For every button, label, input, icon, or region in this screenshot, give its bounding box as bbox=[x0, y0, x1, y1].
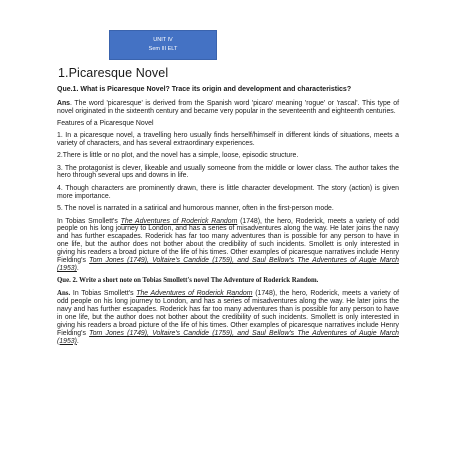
answer-2-other-works: Tom Jones (1749), Voltaire's Candide (1759), and Saul Bellow's The Adventures of Augie March (1953) bbox=[57, 329, 399, 345]
example-text-middle: (1748), the hero, Roderick, meets a variety of odd people on his long journey to London, and has a series of misadventures along the way. He later joins the navy and has further escapades. Roderick has far too many adventures than is possible for any person to have in one life, but the author does not bother about the credibility of such incidents. Smollett is only interested in giving his readers a broad picture of the life of his times. Other examples of picaresque narratives include Henry Fielding's bbox=[57, 217, 399, 265]
document-content bbox=[57, 66, 399, 350]
features-heading: Features of a Picaresque Novel bbox=[57, 119, 154, 127]
work-title-link: The Adventures of Roderick Random bbox=[120, 217, 238, 225]
answer-2-label: Ans. bbox=[57, 290, 71, 298]
example-text-start: In Tobias Smollett's bbox=[57, 217, 121, 225]
feature-item-3: 3. The protagonist is clever, likeable and usually someone from the middle or lower class. The author takes the hero through several ups and downs in life. bbox=[57, 164, 399, 180]
unit-number: UNIT IV bbox=[153, 37, 173, 43]
question-2: Que. 2. Write a short note on Tobias Smollett's novel The Adventure of Roderick Random. bbox=[57, 277, 319, 285]
answer-2-text-middle: (1748), the hero, Roderick, meets a variety of odd people on his long journey to London, and has a series of misadventures along the way. He later joins the navy and has further escapades. Roderick has far too many adventures than is possible for any person to have in one life, but the author does not bother about the credibility of such incidents. Smollett is only interested in giving his readers a broad picture of the life of his times. Other examples of picaresque narratives include Henry Fielding's bbox=[57, 290, 399, 337]
example-text-end: . bbox=[76, 265, 79, 272]
semester-label: Sem III ELT bbox=[148, 46, 178, 52]
feature-item-2: 2.There is little or no plot, and the novel has a simple, loose, episodic structure. bbox=[57, 152, 299, 160]
answer-2 bbox=[57, 290, 399, 345]
feature-item-1: 1. In a picaresque novel, a travelling hero usually finds herself/himself in different kinds of situations, meets a variety of characters, and has several extraordinary experiences. bbox=[57, 131, 399, 147]
feature-item-4: 4. Though characters are prominently drawn, there is little character development. The story (action) is given more importance. bbox=[57, 184, 399, 200]
unit-label-box bbox=[109, 30, 217, 60]
other-works-link: Tom Jones (1749), Voltaire's Candide (1759), and Saul Bellow's The Adventures of Augie March (1953) bbox=[57, 257, 399, 272]
question-1: Que.1. What is Picaresque Novel? Trace its origin and development and characteristics? bbox=[57, 86, 352, 93]
example-paragraph bbox=[57, 218, 399, 273]
answer-2-text-end: . bbox=[76, 337, 79, 345]
answer-1-label: Ans bbox=[57, 99, 71, 107]
feature-item-5: 5. The novel is narrated in a satirical and humorous manner, often in the first-person mode. bbox=[57, 205, 334, 213]
document-title: 1.Picaresque Novel bbox=[58, 66, 169, 80]
answer-1-text: . The word 'picaresque' is derived from the Spanish word 'picaro' meaning 'rogue' or 'rascal'. This type of novel originated in the sixteenth century and became very popular in the seventeenth and eighteenth centuries. bbox=[57, 99, 399, 115]
answer-2-text-start: In Tobias Smollett's bbox=[70, 290, 137, 298]
answer-2-work-title: The Adventures of Roderick Random bbox=[136, 290, 253, 298]
answer-1 bbox=[57, 100, 399, 116]
